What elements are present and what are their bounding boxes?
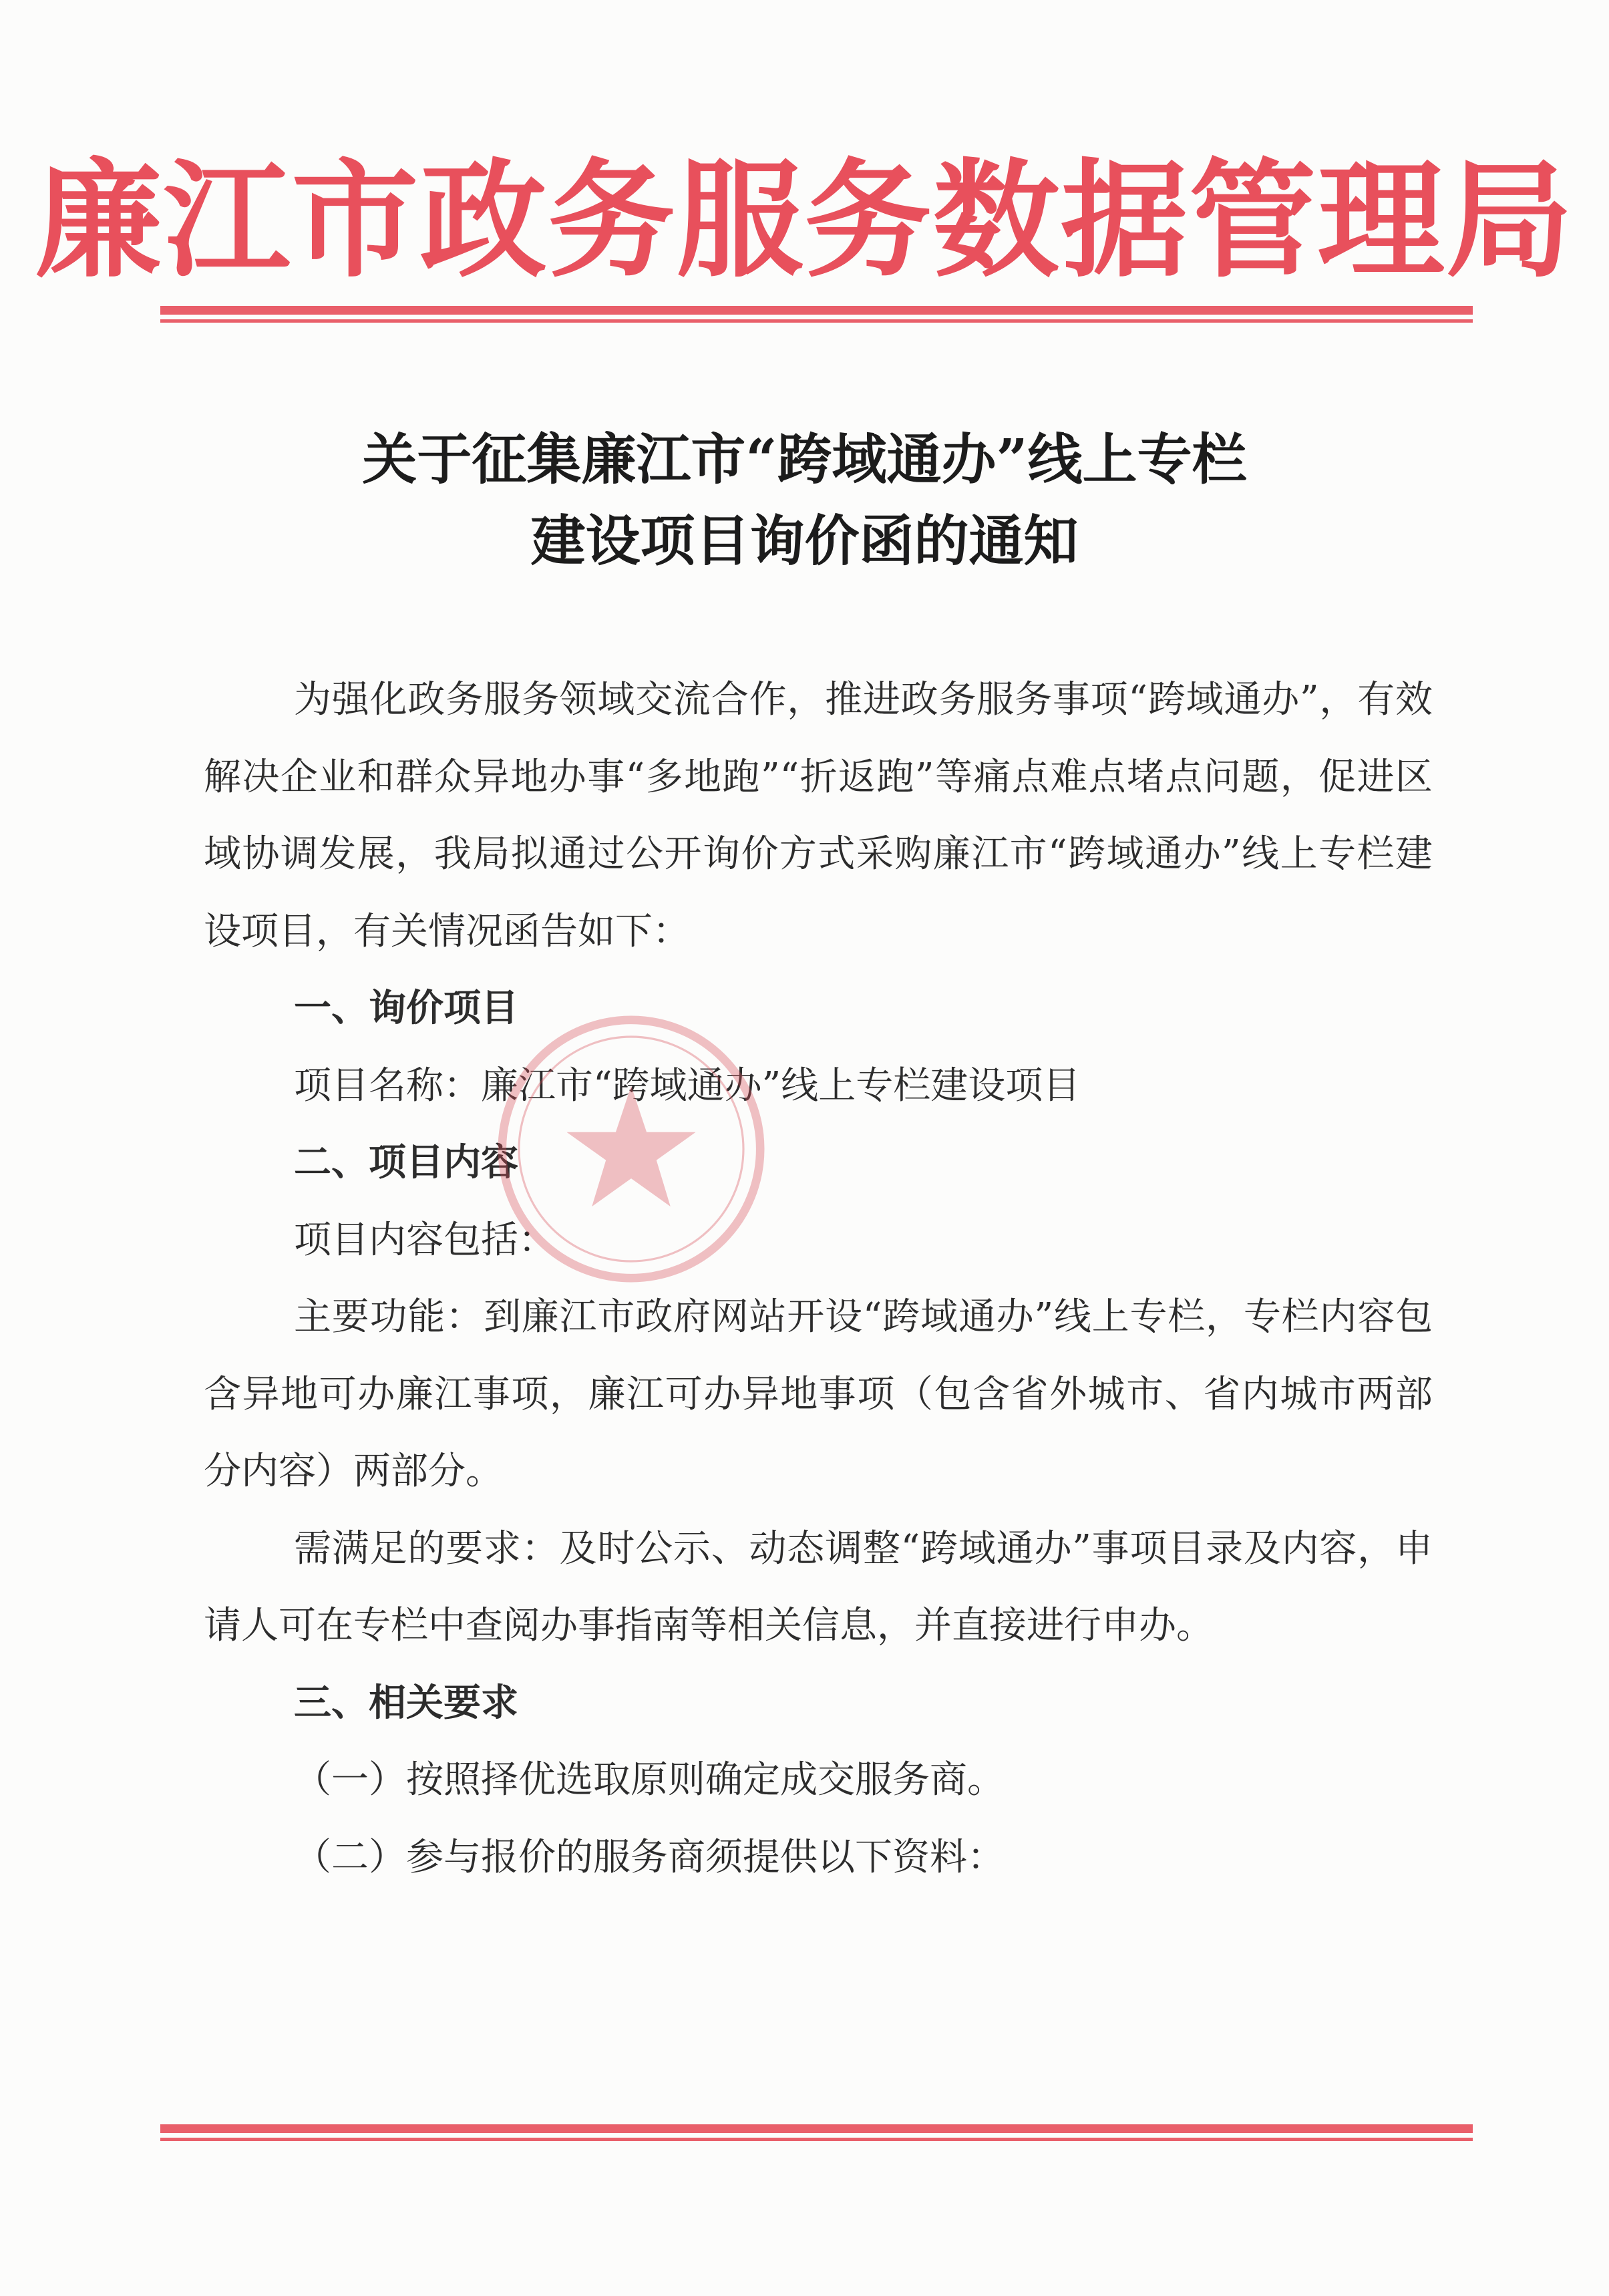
section-3-paragraph-1: （一）按照择优选取原则确定成交服务商。 bbox=[294, 1758, 1005, 1802]
letterhead-title: 廉江市政务服务数据管理局 bbox=[35, 146, 1574, 295]
seal-star-icon bbox=[566, 1086, 695, 1207]
notice-body bbox=[204, 661, 1433, 1896]
official-seal-stamp bbox=[491, 1009, 771, 1289]
section-heading-2: 二、项目内容 bbox=[294, 1141, 518, 1184]
notice-title-line1: 关于征集廉江市“跨域通办”线上专栏 bbox=[362, 428, 1247, 492]
section-2-paragraph-2: 主要功能：到廉江市政府网站开设“跨域通办”线上专栏，专栏内容包含异地可办廉江事项，廉江可办异地事项（包含省外城市、省内城市两部分内容）两部分。 bbox=[204, 1295, 1433, 1493]
section-heading-1: 一、询价项目 bbox=[294, 987, 518, 1030]
section-1-paragraph: 项目名称：廉江市“跨域通办”线上专栏建设项目 bbox=[294, 1063, 1081, 1108]
section-3-paragraph-2: （二）参与报价的服务商须提供以下资料： bbox=[294, 1835, 1005, 1879]
section-2-paragraph-3: 需满足的要求：及时公示、动态调整“跨域通办”事项目录及内容，申请人可在专栏中查阅办事指南等相关信息，并直接进行申办。 bbox=[204, 1526, 1433, 1647]
section-2-paragraph-1: 项目内容包括： bbox=[294, 1218, 556, 1262]
intro-paragraph: 为强化政务服务领域交流合作，推进政务服务事项“跨域通办”，有效解决企业和群众异地办事“多地跑”“折返跑”等痛点难点堵点问题，促进区域协调发展，我局拟通过公开询价方式采购廉江市“跨域通办”线上专栏建设项目，有关情况函告如下： bbox=[204, 678, 1433, 953]
footer-divider bbox=[160, 2124, 1473, 2141]
section-heading-3: 三、相关要求 bbox=[294, 1681, 518, 1725]
letterhead-divider-top bbox=[160, 306, 1473, 323]
notice-title-line2: 建设项目询价函的通知 bbox=[530, 509, 1079, 573]
